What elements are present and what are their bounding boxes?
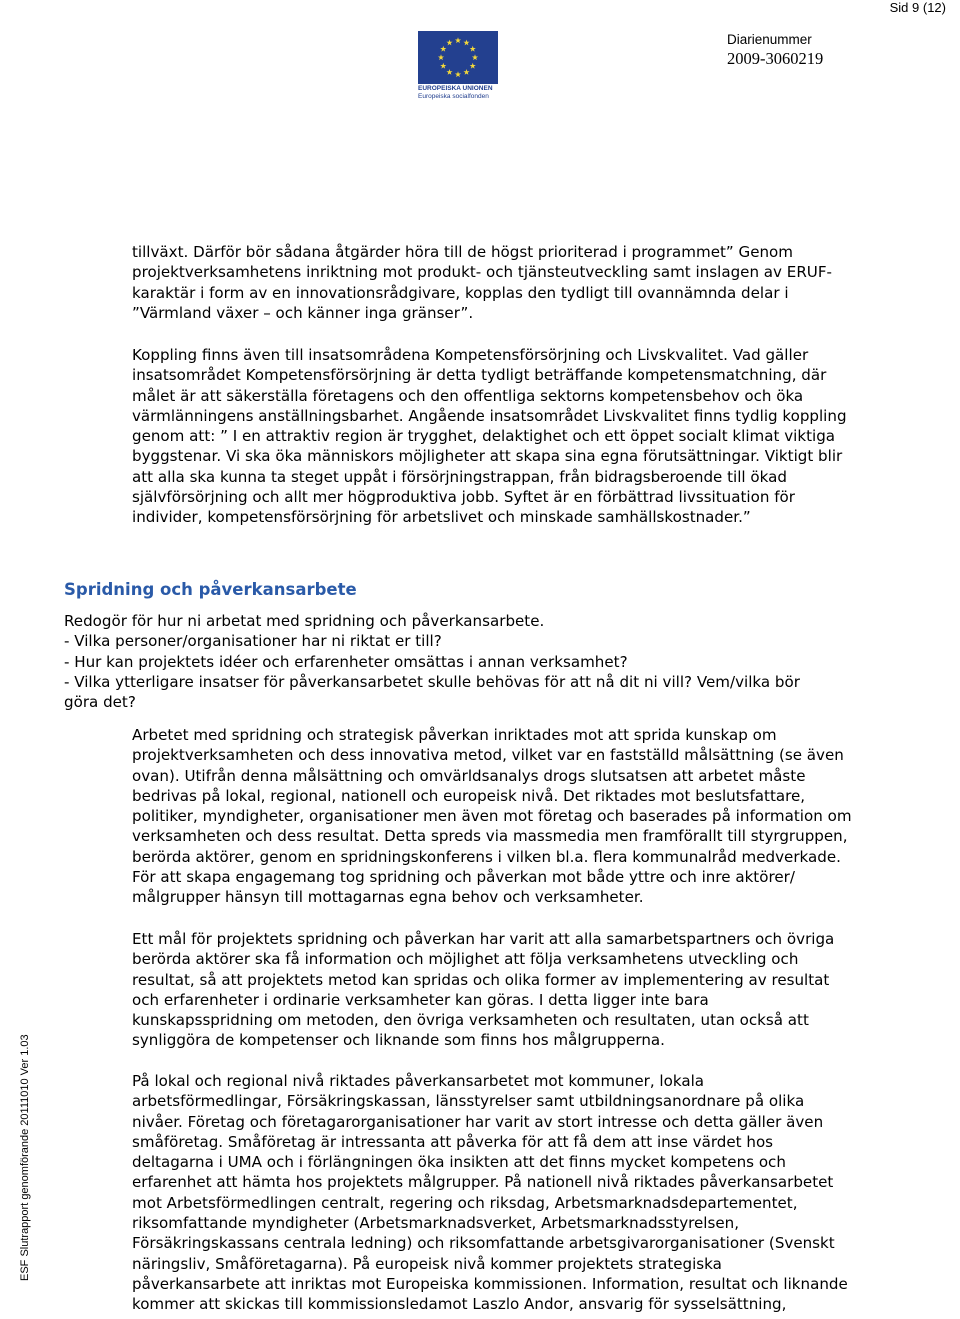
text-line: Arbetet med spridning och strategisk påverkan inriktades mot att sprida kunskap om [132, 726, 777, 744]
section-heading: Spridning och påverkansarbete [64, 580, 357, 599]
text-line: berörda aktörer ska få information och möjlighet att följa verksamhetens utveckling och [132, 950, 799, 969]
answer-paragraph-1 [132, 725, 852, 908]
text-line: och erfarenheter i ordinarie verksamheter kan göras. I detta ligger inte bara [132, 990, 709, 1009]
eu-star [438, 54, 444, 60]
text-line: bedrivas på lokal, regional, nationell och europeisk nivå. Det riktades mot beslutsfattare, [132, 786, 806, 805]
eu-star [463, 69, 469, 75]
text-line: Försäkringskassans centrala ledning) och riksomfattande arbetsgivarorganisationer (Svenskt [132, 1234, 835, 1253]
eu-flag-icon [418, 31, 498, 84]
text-line: kommer att skickas till kommissionsledamot Laszlo Andor, ansvarig för sysselsättning, [132, 1295, 787, 1314]
text-line: mot Arbetsförmedlingen centralt, regering och riksdag, Arbetsmarknadsdepartementet, [132, 1193, 798, 1212]
text-line: kunskapsspridning om metoden, den övriga verksamheten och resultaten, utan också att [132, 1011, 809, 1030]
text-line: För att skapa engagemang tog spridning och påverkan mot både yttre och inre aktörer/ [132, 868, 795, 887]
text-line: erfarenhet att hämta hos projektets målgrupper. På nationell nivå riktades påverkansarbetet [132, 1173, 834, 1192]
answer-paragraph-3 [132, 1071, 848, 1315]
text-line: - Hur kan projektets idéer och erfarenheter omsättas i annan verksamhet? [64, 652, 628, 671]
text-line: berörda aktörer, genom en spridningskonferens i vilken bl.a. flera kommunalråd medverkade. [132, 847, 841, 866]
text-line: Ett mål för projektets spridning och påverkan har varit att alla samarbetspartners och övriga [132, 930, 835, 948]
text-line: arbetsförmedlingar, Försäkringskassan, länsstyrelser samt utbildningsanordnare på olika [132, 1092, 805, 1111]
text-line: karaktär i form av en innovationsrådgivare, kopplas den tydligt till ovannämnda delar i [132, 283, 789, 302]
text-line: ovan). Utifrån denna målsättning och omvärldsanalys drogs slutsatsen att arbetet måste [132, 766, 806, 785]
text-line: Redogör för hur ni arbetat med spridning och påverkansarbete. [64, 612, 545, 630]
text-line: målet är att säkerställa företagens och den offentliga sektorns kompetensbehov och öka [132, 386, 804, 405]
page-number: Sid 9 (12) [889, 0, 946, 15]
eu-star [472, 54, 478, 60]
text-line: projektverksamhetens inriktning mot produkt- och tjänsteutveckling samt inslagen av ERUF- [132, 263, 832, 282]
eu-logo-line1: EUROPEISKA UNIONEN [418, 85, 493, 92]
diarie-label: Diarienummer [727, 32, 812, 47]
eu-star [446, 40, 452, 46]
eu-star [440, 63, 446, 69]
eu-star [470, 46, 476, 52]
eu-logo-line2: Europeiska socialfonden [418, 92, 489, 100]
eu-star [455, 37, 461, 43]
eu-star [446, 69, 452, 75]
diarie-block [727, 32, 823, 69]
text-line: näringsliv, Småföretagarna). På europeisk nivå kommer projektets strategiska [132, 1254, 722, 1273]
intro-paragraph-1 [132, 242, 832, 323]
text-line: politiker, myndigheter, organisationer men även mot företag och baserades på information om [132, 807, 852, 826]
text-line: synliggöra de kompetenser och liknande som finns hos målgrupperna. [132, 1031, 665, 1050]
text-line: byggstenar. Vi ska öka människors möjligheter att skapa sina egna förutsättningar. Viktigt blir [132, 447, 843, 466]
diarie-number: 2009-3060219 [727, 49, 824, 68]
text-line: att alla ska kunna ta steget uppåt i försörjningstrappan, från bidragsberoende till ökad [132, 467, 787, 486]
text-line: individer, kompetensförsörjning för arbetslivet och minskade samhällskostnader.” [132, 508, 751, 527]
text-line: värmlänningens anställningsbarhet. Angående insatsområdet Livskvalitet finns tydlig koppling [132, 406, 847, 425]
eu-star [463, 40, 469, 46]
text-line: resultat, så att projektets metod kan spridas och olika former av implementering av resultat [132, 970, 830, 989]
eu-logo [418, 31, 498, 101]
side-footer-text: ESF Slutrapport genomförande 20111010 Ver 1.03 [19, 1034, 31, 1281]
text-line: På lokal och regional nivå riktades påverkansarbetet mot kommuner, lokala [132, 1072, 705, 1090]
text-line: deltagarna i UMA och i förlängningen öka insikten att det finns mycket kompetens och [132, 1153, 786, 1172]
text-line: småföretag. Småföretag är intressanta att påverka för att få dem att inse värdet hos [132, 1132, 774, 1151]
eu-star [440, 46, 446, 52]
intro-paragraph-2 [132, 345, 847, 528]
text-line: verksamheten och dess resultat. Detta spreds via massmedia men framförallt till styrgruppen, [132, 827, 848, 846]
eu-star [470, 63, 476, 69]
answer-paragraph-2 [132, 929, 834, 1051]
text-line: riksomfattande myndigheter (Arbetsmarknadsverket, Arbetsmarknadsstyrelsen, [132, 1214, 740, 1233]
text-line: Koppling finns även till insatsområdena Kompetensförsörjning och Livskvalitet. Vad gäller [132, 346, 809, 364]
text-line: målgrupper hänsyn till mottagarnas egna behov och verksamheter. [132, 888, 644, 907]
text-line: insatsområdet Kompetensförsörjning är detta tydligt beträffande kompetensmatchning, där [132, 366, 827, 385]
eu-star [455, 71, 461, 77]
text-line: ”Värmland växer – och känner inga gränser”. [132, 303, 474, 322]
text-line: påverkansarbete att inriktas mot Europeiska kommissionen. Information, resultat och liknande [132, 1274, 848, 1293]
text-line: genom att: ” I en attraktiv region är trygghet, delaktighet och ett öppet socialt klimat viktiga [132, 427, 836, 446]
section-questions [64, 611, 800, 712]
text-line: - Vilka ytterligare insatser för påverkansarbetet skulle behövas för att nå dit ni vill? Vem/vilka bör [64, 672, 800, 691]
text-line: tillväxt. Därför bör sådana åtgärder höra till de högst prioriterad i programmet” Genom [132, 243, 793, 261]
text-line: - Vilka personer/organisationer har ni riktat er till? [64, 632, 442, 651]
text-line: självförsörjning och allt mer högproduktiva jobb. Syftet är en förbättrad livssituation för [132, 488, 795, 507]
text-line: nivåer. Företag och företagarorganisationer har varit av stort intresse och detta gäller även [132, 1112, 824, 1131]
text-line: projektverksamheten och dess innovativa metod, vilket var en fastställd målsättning (se även [132, 746, 844, 765]
text-line: göra det? [64, 693, 136, 712]
